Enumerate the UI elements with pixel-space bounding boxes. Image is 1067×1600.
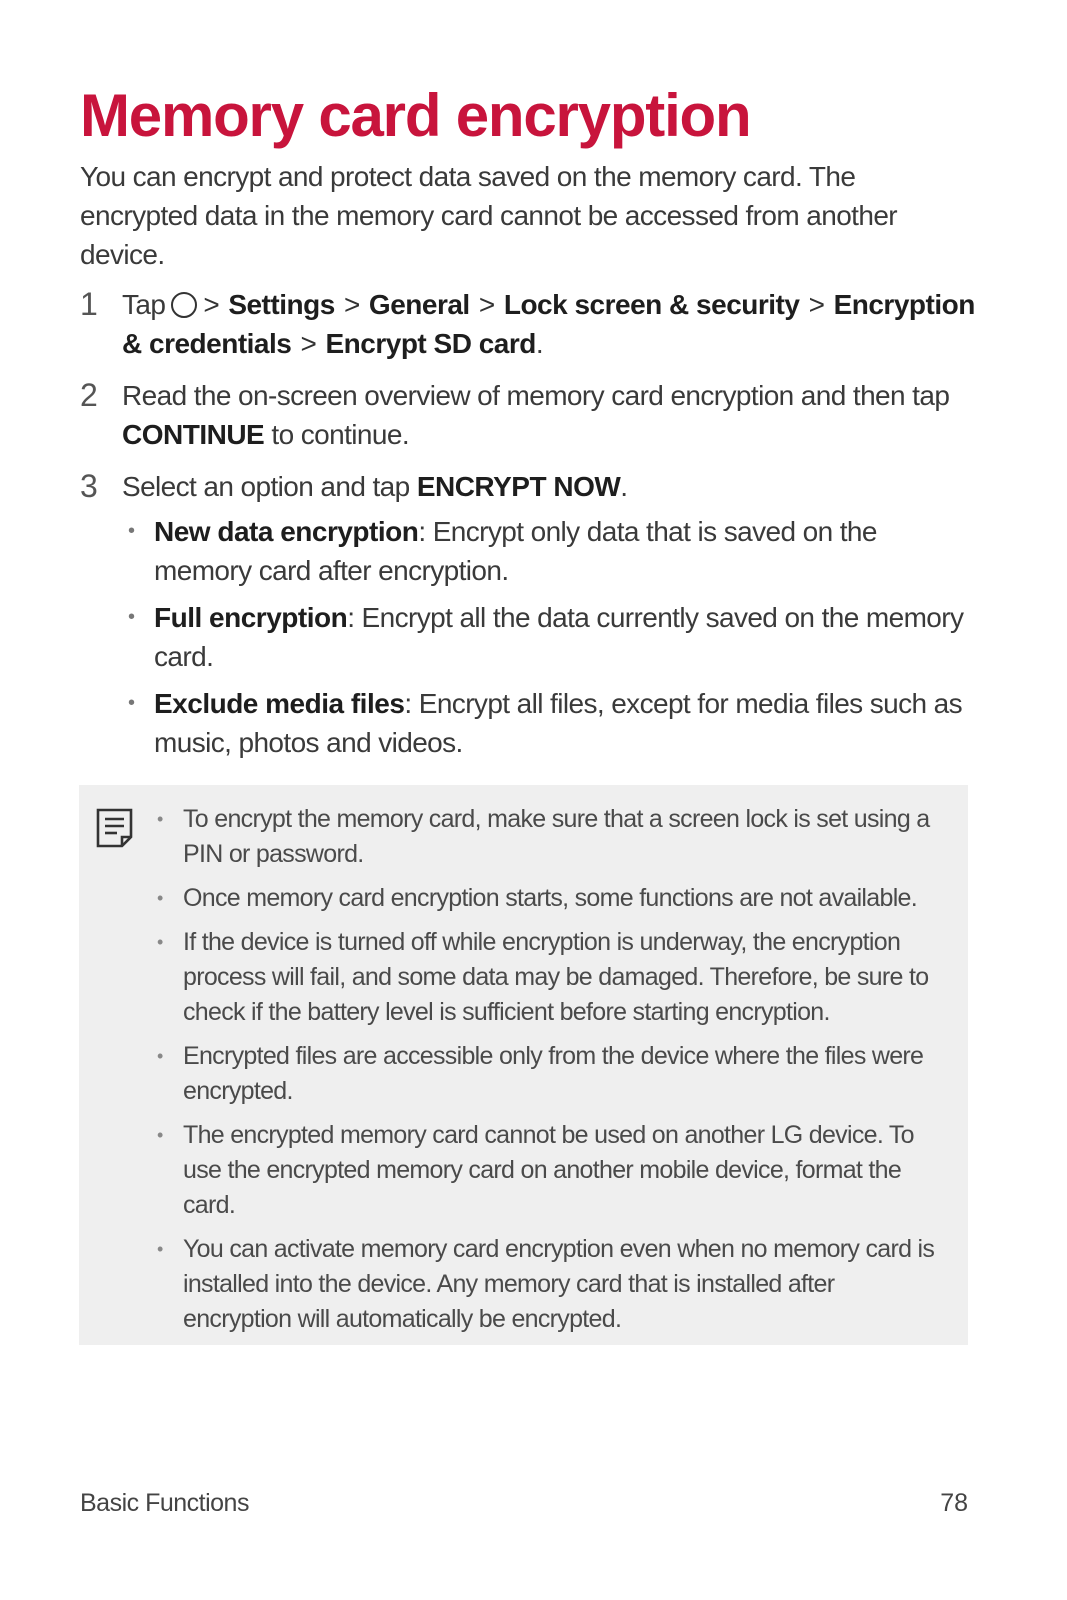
option-full-encryption — [122, 598, 975, 676]
option-new-data-encryption — [122, 512, 975, 590]
note-item — [157, 1118, 947, 1223]
path-lock-screen-security: Lock screen & security — [503, 289, 800, 320]
note-item — [157, 1039, 947, 1109]
option-term: Full encryption — [154, 602, 348, 633]
step-text-after: to continue. — [271, 419, 409, 450]
path-settings: Settings — [228, 289, 335, 320]
steps-list — [80, 285, 975, 775]
note-text: To encrypt the memory card, make sure that a screen lock is set using a PIN or password. — [183, 805, 930, 868]
option-term: New data encryption — [154, 516, 419, 547]
option-desc: : Encrypt only data that is saved on the memory card after encryption. — [154, 516, 877, 586]
step-text: Select an option and tap — [122, 471, 410, 502]
path-separator: > — [478, 289, 495, 320]
encrypt-now-label: ENCRYPT NOW — [416, 471, 621, 502]
note-text: Encrypted files are accessible only from the device where the files were encrypted. — [183, 1042, 924, 1105]
step-number: 2 — [80, 377, 98, 413]
footer-section-title: Basic Functions — [80, 1489, 249, 1517]
step-3 — [80, 467, 975, 762]
note-box — [79, 785, 968, 1345]
step-end-punct: . — [535, 328, 544, 359]
note-item — [157, 881, 947, 916]
path-separator: > — [300, 328, 317, 359]
continue-label: CONTINUE — [122, 419, 265, 450]
path-encryption-credentials: Encryption & credentials — [122, 289, 975, 359]
bullet-icon: • — [157, 1125, 163, 1145]
page-title: Memory card encryption — [80, 82, 751, 149]
note-item — [157, 802, 947, 872]
step-text: Read the on-screen overview of memory card encryption and then tap — [122, 380, 950, 411]
note-item — [157, 1232, 947, 1337]
note-icon — [95, 807, 135, 849]
option-term: Exclude media files — [154, 688, 405, 719]
option-desc: : Encrypt all files, except for media files such as music, photos and videos. — [154, 688, 963, 758]
bullet-icon: • — [157, 809, 163, 829]
note-item — [157, 925, 947, 1030]
path-general: General — [368, 289, 470, 320]
encryption-options-list — [122, 512, 975, 762]
bullet-icon: • — [157, 888, 163, 908]
bullet-icon: • — [157, 1046, 163, 1066]
note-text: Once memory card encryption starts, some functions are not available. — [183, 884, 917, 912]
option-exclude-media-files — [122, 684, 975, 762]
step-number: 1 — [80, 286, 98, 322]
path-encrypt-sd-card: Encrypt SD card — [325, 328, 536, 359]
option-desc: : Encrypt all the data currently saved on the memory card. — [154, 602, 964, 672]
bullet-icon: • — [157, 1239, 163, 1259]
note-list — [157, 802, 947, 1346]
step-2 — [80, 376, 975, 454]
step-number: 3 — [80, 468, 98, 504]
intro-paragraph: You can encrypt and protect data saved on the memory card. The encrypted data in the memory card cannot be accessed from another device. — [80, 161, 898, 270]
path-separator: > — [343, 289, 360, 320]
bullet-icon: • — [128, 606, 135, 628]
bullet-icon: • — [128, 520, 135, 542]
note-text: If the device is turned off while encryption is underway, the encryption process will fail, and some data may be damaged. Therefore, be sure to check if the battery level is sufficient before starting encryption. — [183, 928, 929, 1026]
bullet-icon: • — [128, 692, 135, 714]
step-1 — [80, 285, 975, 363]
step-end-punct: . — [620, 471, 628, 502]
path-separator: > — [808, 289, 825, 320]
bullet-icon: • — [157, 932, 163, 952]
home-circle-icon — [171, 292, 197, 318]
page-number: 78 — [940, 1489, 968, 1517]
note-text: The encrypted memory card cannot be used on another LG device. To use the encrypted memory card on another mobile device, format the card. — [183, 1121, 914, 1219]
note-text: You can activate memory card encryption even when no memory card is installed into the device. Any memory card that is installed after encryption will automatically be encrypted. — [183, 1235, 935, 1333]
tap-text: Tap — [122, 289, 166, 320]
path-separator: > — [203, 289, 220, 320]
